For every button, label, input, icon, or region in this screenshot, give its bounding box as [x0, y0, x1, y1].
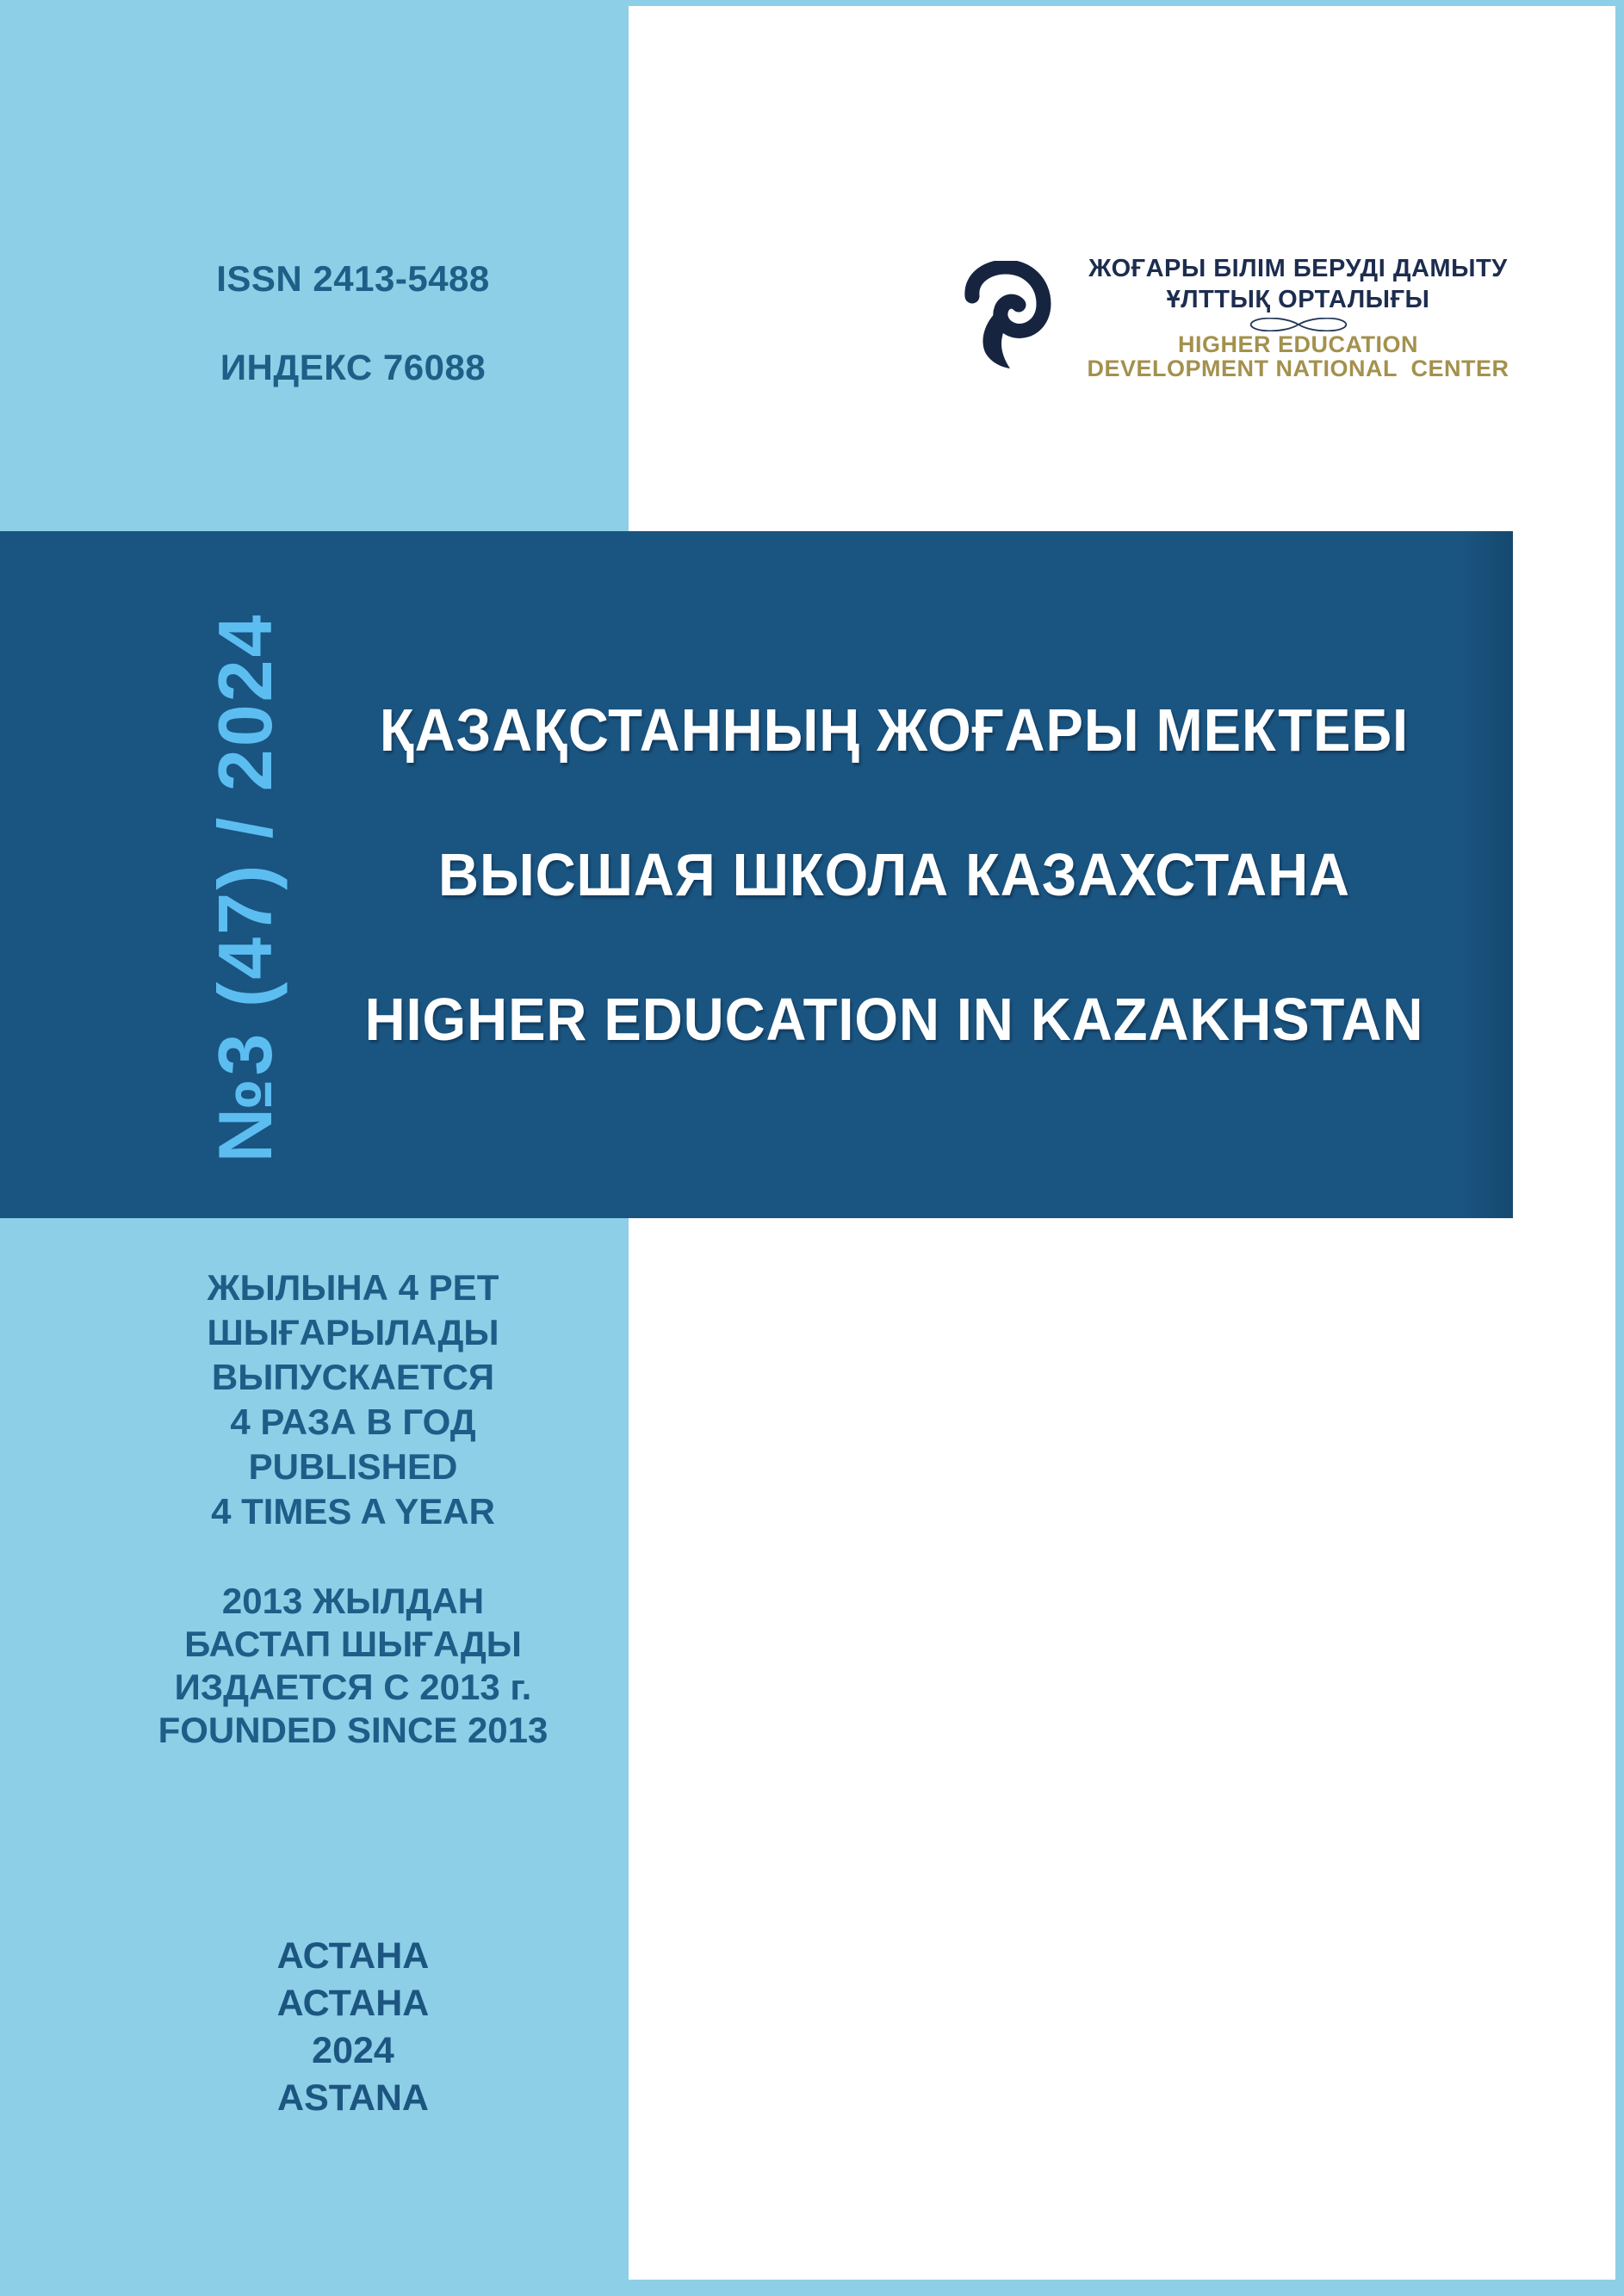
founded-line: FOUNDED SINCE 2013: [158, 1710, 549, 1750]
kazakh-ornament-swirl-icon: [963, 261, 1054, 366]
journal-title-russian: ВЫСШАЯ ШКОЛА КАЗАХСТАНА: [437, 841, 1350, 908]
frequency-line: PUBLISHED: [248, 1446, 458, 1487]
imprint-block: [77, 1933, 629, 2122]
publisher-name-en-line1: HIGHER EDUCATION: [1177, 331, 1418, 357]
frequency-block: [77, 1266, 629, 1534]
journal-title-english: HIGHER EDUCATION IN KAZAKHSTAN: [364, 986, 1424, 1053]
frequency-line: ВЫПУСКАЕТСЯ: [211, 1357, 495, 1397]
imprint-year: 2024: [312, 2030, 394, 2071]
founded-line: 2013 ЖЫЛДАН: [221, 1581, 485, 1621]
imprint-city-ru: АСТАНА: [276, 1983, 430, 2024]
imprint-city-en: ASTANA: [277, 2077, 429, 2119]
publisher-logo: [951, 253, 1524, 425]
issn-number: ISSN 2413-5488: [216, 258, 490, 299]
journal-titles: [306, 531, 1483, 1218]
journal-title-kazakh: ҚАЗАҚСТАННЫҢ ЖОҒАРЫ МЕКТЕБІ: [379, 696, 1410, 764]
ribbon-bow-icon: [1217, 318, 1380, 331]
frequency-line: 4 РАЗА В ГОД: [230, 1402, 476, 1442]
imprint-city-kk: АСТАНА: [276, 1935, 430, 1977]
frequency-line: 4 TIMES A YEAR: [211, 1491, 495, 1532]
subscription-index: ИНДЕКС 76088: [220, 347, 487, 387]
frequency-line: ЖЫЛЫНА 4 РЕТ: [207, 1267, 499, 1308]
publisher-name-block: [1081, 253, 1516, 381]
founded-line: ИЗДАЕТСЯ С 2013 г.: [174, 1667, 532, 1707]
founded-block: [77, 1580, 629, 1752]
issue-number-vertical: №3 (47) / 2024: [202, 612, 288, 1163]
publisher-name-en-line2: DEVELOPMENT NATIONAL CENTER: [1087, 356, 1509, 381]
founded-line: БАСТАП ШЫҒАДЫ: [184, 1624, 522, 1664]
publisher-name-kk-line2: ҰЛТТЫҚ ОРТАЛЫҒЫ: [1166, 286, 1430, 313]
title-banner: [0, 531, 1513, 1218]
frequency-line: ШЫҒАРЫЛАДЫ: [207, 1312, 499, 1352]
publisher-name-kk-line1: ЖОҒАРЫ БІЛІМ БЕРУДІ ДАМЫТУ: [1088, 255, 1508, 282]
